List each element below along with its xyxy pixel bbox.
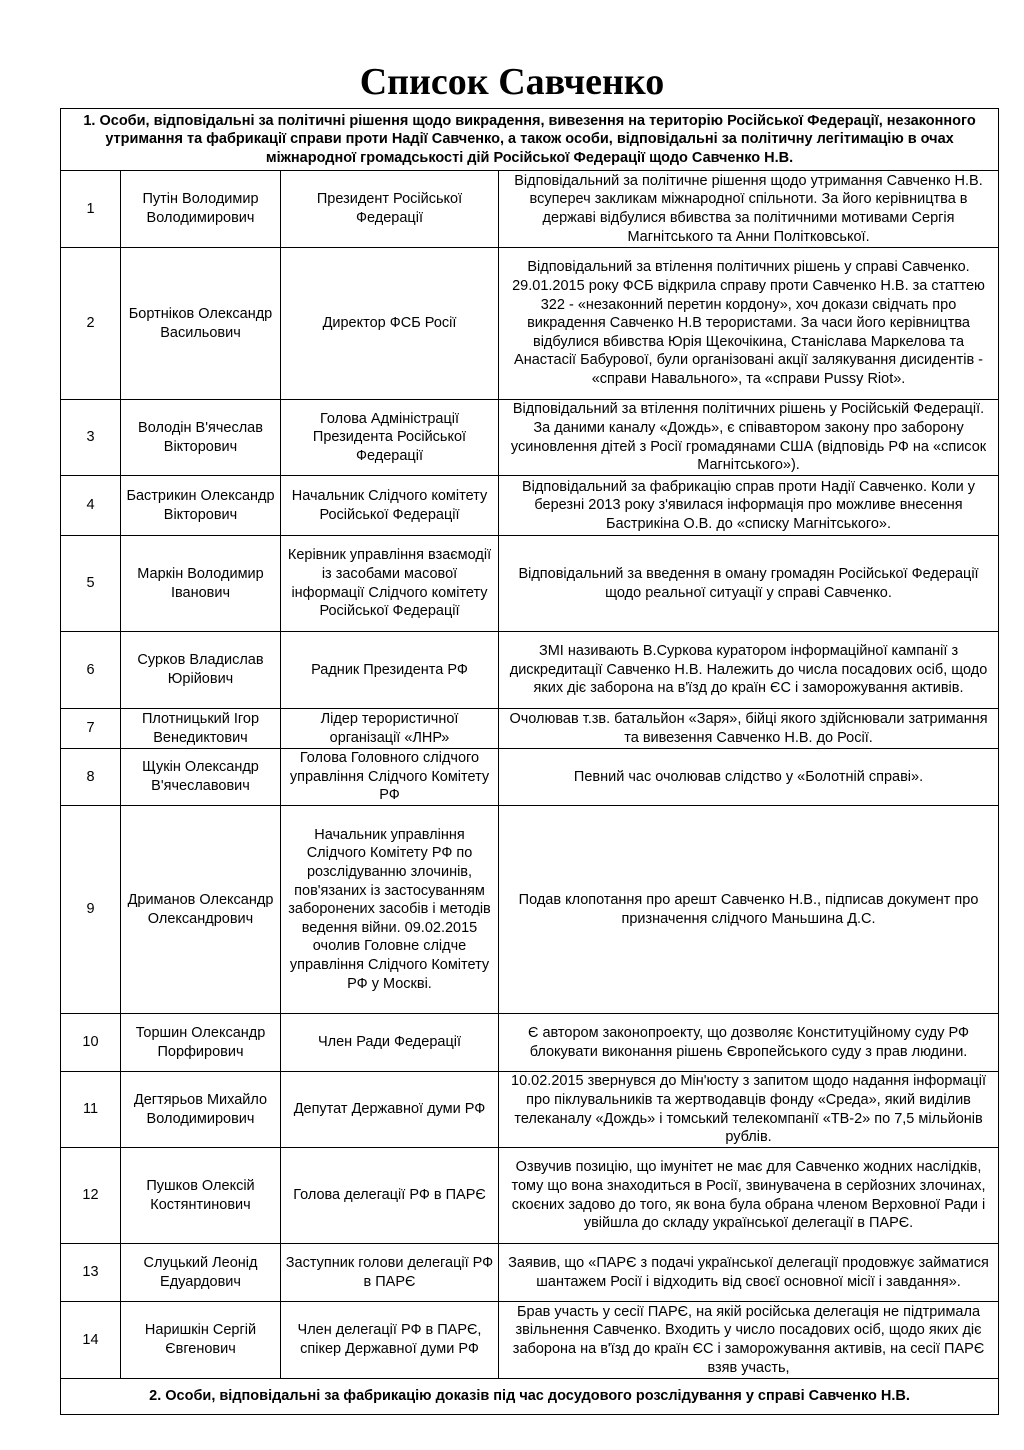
- section-2-header: 2. Особи, відповідальні за фабрикацію доказів під час досудового розслідування у справі Савченко Н.В.: [61, 1379, 999, 1415]
- person-description: Є автором законопроекту, що дозволяє Конституційному суду РФ блокувати виконання рішень Європейського суду з прав людини.: [499, 1014, 999, 1072]
- row-number: 4: [61, 476, 121, 536]
- section-2-header-row: [61, 1379, 999, 1415]
- person-position: Голова Адміністрації Президента Російської Федерації: [281, 400, 499, 476]
- person-description: 10.02.2015 звернувся до Мін'юсту з запитом щодо надання інформації про піклувальників та жертводавців фонду «Среда», який виділив телеканалу «Дождь» і томський телекомпанії «ТВ-2» по 7,5 мільйонів рублів.: [499, 1072, 999, 1148]
- person-name: Володін В'ячеслав Вікторович: [121, 400, 281, 476]
- person-position: Член Ради Федерації: [281, 1014, 499, 1072]
- person-name: Пушков Олексій Костянтинович: [121, 1148, 281, 1244]
- person-description: Озвучив позицію, що імунітет не має для Савченко жодних наслідків, тому що вона знаходиться в Росії, звинувачена в серйозних злочинах, скоєних задово до того, як вона була обрана членом Верховної Ради і увійшла до складу української делегації в ПАРЄ.: [499, 1148, 999, 1244]
- section-1-header-row: [61, 109, 999, 171]
- person-description: Певний час очолював слідство у «Болотній справі».: [499, 749, 999, 806]
- table-row: [61, 806, 999, 1014]
- person-description: Заявив, що «ПАРЄ з подачі української делегації продовжує займатися шантажем Росії і відходить від своєї основної місії і завдання».: [499, 1244, 999, 1302]
- row-number: 14: [61, 1302, 121, 1379]
- person-name: Плотницький Ігор Венедиктович: [121, 709, 281, 749]
- row-number: 5: [61, 536, 121, 632]
- person-name: Наришкін Сергій Євгенович: [121, 1302, 281, 1379]
- person-position: Радник Президента РФ: [281, 632, 499, 709]
- row-number: 1: [61, 171, 121, 248]
- page-title: Список Савченко: [359, 61, 665, 103]
- person-description: ЗМІ називають В.Суркова куратором інформаційної кампанії з дискредитації Савченко Н.В. Належить до числа посадових осіб, щодо яких діє заборона на в'їзд до країн ЄС і заморожування активів.: [499, 632, 999, 709]
- person-name: Дриманов Олександр Олександрович: [121, 806, 281, 1014]
- table-row: [61, 749, 999, 806]
- person-description: Подав клопотання про арешт Савченко Н.В., підписав документ про призначення слідчого Маньшина Д.С.: [499, 806, 999, 1014]
- person-name: Маркін Володимир Іванович: [121, 536, 281, 632]
- table-row: [61, 1072, 999, 1148]
- table-row: [61, 1014, 999, 1072]
- person-name: Бастрикин Олександр Вікторович: [121, 476, 281, 536]
- person-description: Очолював т.зв. батальйон «Заря», бійці якого здійснювали затримання та вивезення Савченко Н.В. до Росії.: [499, 709, 999, 749]
- person-name: Слуцький Леонід Едуардович: [121, 1244, 281, 1302]
- person-position: Заступник голови делегації РФ в ПАРЄ: [281, 1244, 499, 1302]
- person-position: Директор ФСБ Росії: [281, 248, 499, 400]
- person-position: Голова Головного слідчого управління Слідчого Комітету РФ: [281, 749, 499, 806]
- person-name: Дегтярьов Михайло Володимирович: [121, 1072, 281, 1148]
- table-row: [61, 1244, 999, 1302]
- row-number: 6: [61, 632, 121, 709]
- person-description: Відповідальний за фабрикацію справ проти Надії Савченко. Коли у березні 2013 року з'явилася інформація про можливе внесення Бастрикіна О.В. до «списку Магнітського».: [499, 476, 999, 536]
- table-row: [61, 709, 999, 749]
- person-position: Голова делегації РФ в ПАРЄ: [281, 1148, 499, 1244]
- table-row: [61, 476, 999, 536]
- person-position: Лідер терористичної організації «ЛНР»: [281, 709, 499, 749]
- person-position: Президент Російської Федерації: [281, 171, 499, 248]
- person-description: Відповідальний за політичне рішення щодо утримання Савченко Н.В. всупереч закликам міжнародної спільноти. За його керівництва в державі відбулися вбивства за політичними мотивами Сергія Магнітського та Анни Політковської.: [499, 171, 999, 248]
- person-name: Сурков Владислав Юрійович: [121, 632, 281, 709]
- row-number: 2: [61, 248, 121, 400]
- table-row: [61, 1148, 999, 1244]
- person-name: Щукін Олександр В'ячеславович: [121, 749, 281, 806]
- person-position: Керівник управління взаємодії із засобами масової інформації Слідчого комітету Російської Федерації: [281, 536, 499, 632]
- table-row: [61, 248, 999, 400]
- row-number: 10: [61, 1014, 121, 1072]
- person-name: Торшин Олександр Порфирович: [121, 1014, 281, 1072]
- table-row: [61, 632, 999, 709]
- person-position: Начальник Слідчого комітету Російської Федерації: [281, 476, 499, 536]
- row-number: 3: [61, 400, 121, 476]
- savchenko-list-table: [60, 108, 999, 1415]
- table-row: [61, 171, 999, 248]
- person-description: Відповідальний за введення в оману громадян Російської Федерації щодо реальної ситуації у справі Савченко.: [499, 536, 999, 632]
- person-position: Начальник управління Слідчого Комітету РФ по розслідуванню злочинів, пов'язаних із застосуванням заборонених засобів і методів ведення війни. 09.02.2015 очолив Головне слідче управління Слідчого Комітету РФ у Москві.: [281, 806, 499, 1014]
- person-description: Відповідальний за втілення політичних рішень у Російській Федерації. За даними каналу «Дождь», є співавтором закону про заборону усиновлення дітей з Росії громадянами США (відповідь РФ на «список Магнітського»).: [499, 400, 999, 476]
- person-description: Брав участь у сесії ПАРЄ, на якій російська делегація не підтримала звільнення Савченко. Входить у число посадових осіб, щодо яких діє заборона на в'їзд до країн ЄС і заморожування активів, на сесії ПАРЄ взяв участь,: [499, 1302, 999, 1379]
- row-number: 13: [61, 1244, 121, 1302]
- table-row: [61, 400, 999, 476]
- person-position: Член делегації РФ в ПАРЄ, спікер Державної думи РФ: [281, 1302, 499, 1379]
- row-number: 7: [61, 709, 121, 749]
- person-position: Депутат Державної думи РФ: [281, 1072, 499, 1148]
- row-number: 8: [61, 749, 121, 806]
- row-number: 12: [61, 1148, 121, 1244]
- person-name: Бортніков Олександр Васильович: [121, 248, 281, 400]
- row-number: 9: [61, 806, 121, 1014]
- table-row: [61, 1302, 999, 1379]
- section-1-header: 1. Особи, відповідальні за політичні рішення щодо викрадення, вивезення на територію Російської Федерації, незаконного утримання та фабрикації справи проти Надії Савченко, а також особи, відповідальні за політичну легітимацію в очах міжнародної громадськості дій Російської Федерації щодо Савченко Н.В.: [61, 109, 999, 171]
- person-name: Путін Володимир Володимирович: [121, 171, 281, 248]
- table-row: [61, 536, 999, 632]
- row-number: 11: [61, 1072, 121, 1148]
- person-description: Відповідальний за втілення політичних рішень у справі Савченко. 29.01.2015 року ФСБ відкрила справу проти Савченко Н.В. за статтею 322 - «незаконний перетин кордону», хоч докази свідчать про викрадення Савченко Н.В терористами. За часи його керівництва відбулися вбивства Юрія Щекочікина, Станіслава Маркелова та Анастасії Бабурової, були організовані акції залякування дисидентів - «справи Навального», та «справи Pussy Riot».: [499, 248, 999, 400]
